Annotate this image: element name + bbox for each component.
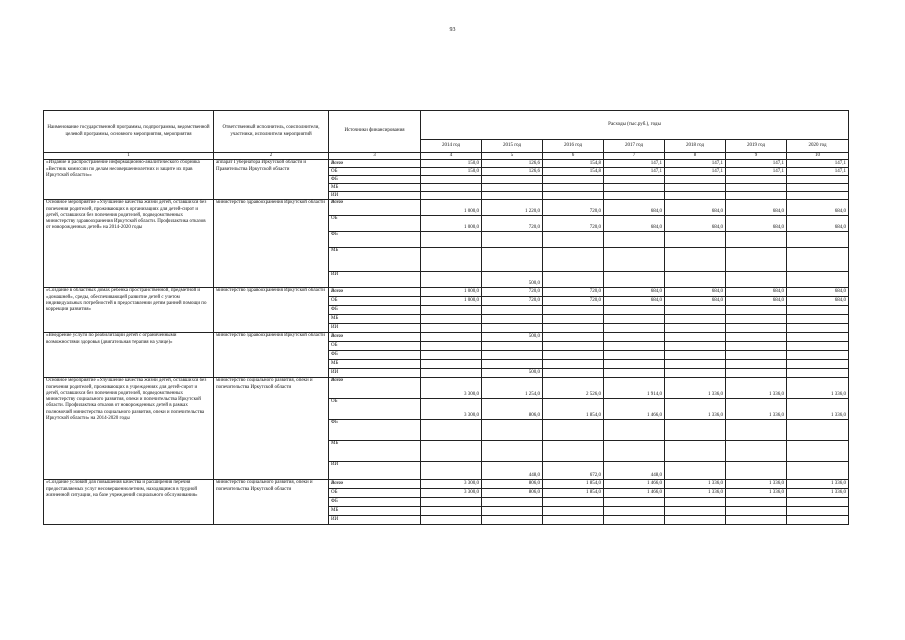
expense-value: 1 914,0 xyxy=(604,378,665,399)
expense-value: 1 336,0 xyxy=(787,489,849,498)
program-name: Основное мероприятие «Улучшение качества жизни детей, оставшихся без попечения родителей, проживающих в учреждениях для детей-сирот и детей, оставшихся без попечения родителей, подведомственных министерству социального развития, опеки и попечительства Иркутской области. Профилактика отказов от новорожденных детей в рамках полномочий министерства социального развития, опеки и попечительства Иркутской области» на 2014-2020 годы xyxy=(44,378,214,480)
column-number: 3 xyxy=(329,153,421,160)
expense-value: 684,0 xyxy=(665,297,726,306)
expense-value: 500,0 xyxy=(482,272,543,288)
expense-value: 1 220,0 xyxy=(482,200,543,216)
funding-source: Всего xyxy=(329,333,421,342)
program-block xyxy=(44,480,849,525)
funding-source: Всего xyxy=(329,200,421,216)
funding-source: ФБ xyxy=(329,498,421,507)
table-row xyxy=(44,333,849,342)
expense-value: 806,0 xyxy=(482,489,543,498)
expense-value: 1 336,0 xyxy=(665,480,726,489)
expense-value: 1 000,0 xyxy=(421,216,482,232)
expense-value: 1 336,0 xyxy=(787,399,849,420)
expense-value: 720,0 xyxy=(543,216,604,232)
expense-value: 1 000,0 xyxy=(421,200,482,216)
expense-value: 1 336,0 xyxy=(726,489,787,498)
expense-value: 500,0 xyxy=(482,333,543,342)
expense-value: 1 336,0 xyxy=(787,378,849,399)
table-row xyxy=(44,378,849,399)
funding-source: ИИ xyxy=(329,369,421,378)
expense-value: 150,0 xyxy=(421,160,482,168)
responsible-executor: министерство социального развития, опеки и попечительства Иркутской области xyxy=(214,378,329,480)
expense-value: 147,1 xyxy=(726,168,787,176)
program-name: «Создание условий для повышения качества и расширения перечня предоставляемых услуг несовершеннолетним, находящимся в трудной жизненной ситуации, на базе учреждений социального обслуживания» xyxy=(44,480,214,525)
column-number: 9 xyxy=(726,153,787,160)
expense-value: 1 854,0 xyxy=(543,399,604,420)
table-header xyxy=(44,111,849,160)
expense-value: 126,6 xyxy=(482,168,543,176)
funding-source: Всего xyxy=(329,378,421,399)
expense-value: 720,0 xyxy=(482,288,543,297)
funding-source: ОБ xyxy=(329,297,421,306)
header-expenses: Расходы (тыс.руб.), годы xyxy=(421,111,849,140)
expense-value: 684,0 xyxy=(604,216,665,232)
expense-value: 684,0 xyxy=(787,288,849,297)
expense-value: 1 466,0 xyxy=(604,489,665,498)
expense-value: 147,1 xyxy=(787,160,849,168)
expense-value: 684,0 xyxy=(726,200,787,216)
funding-source: МБ xyxy=(329,507,421,516)
funding-source: ИИ xyxy=(329,462,421,480)
expense-value: 1 336,0 xyxy=(787,480,849,489)
expense-value: 1 336,0 xyxy=(726,399,787,420)
page-number: 93 xyxy=(449,27,456,33)
expense-value: 1 466,0 xyxy=(604,399,665,420)
expense-value: 154,8 xyxy=(543,160,604,168)
program-block xyxy=(44,288,849,333)
expense-value: 1 854,0 xyxy=(543,489,604,498)
table-row xyxy=(44,288,849,297)
expense-value: 684,0 xyxy=(726,288,787,297)
header-responsible: Ответственный исполнитель, соисполнители, участники, исполнители мероприятий xyxy=(214,111,329,153)
expense-value: 684,0 xyxy=(604,297,665,306)
expense-value: 3 300,0 xyxy=(421,399,482,420)
expense-value: 684,0 xyxy=(665,288,726,297)
funding-source: МБ xyxy=(329,441,421,462)
expense-value: 1 854,0 xyxy=(543,480,604,489)
funding-source: ФБ xyxy=(329,420,421,441)
expense-value: 720,0 xyxy=(543,200,604,216)
expense-value: 147,1 xyxy=(604,168,665,176)
funding-source: ФБ xyxy=(329,176,421,184)
column-number: 7 xyxy=(604,153,665,160)
expense-value: 126,6 xyxy=(482,160,543,168)
responsible-executor: министерство социального развития, опеки и попечительства Иркутской области xyxy=(214,480,329,525)
expense-value: 672,0 xyxy=(543,462,604,480)
expense-value: 448,0 xyxy=(604,462,665,480)
funding-source: ИИ xyxy=(329,516,421,525)
expense-value: 150,0 xyxy=(421,168,482,176)
expense-value: 1 336,0 xyxy=(665,378,726,399)
expense-value: 1 000,0 xyxy=(421,297,482,306)
funding-source: ФБ xyxy=(329,232,421,248)
funding-source: Всего xyxy=(329,160,421,168)
expense-value: 684,0 xyxy=(665,216,726,232)
program-name: «Создание в областных домах ребенка пространственной, предметной и «домашней», среды, обеспечивающей развитие детей с учетом индивидуальных потребностей в предоставлении детям ранней помощи по коррекции развития» xyxy=(44,288,214,333)
column-number-row xyxy=(44,153,849,160)
expense-value: 684,0 xyxy=(726,216,787,232)
budget-table xyxy=(43,110,849,525)
expense-value: 154,8 xyxy=(543,168,604,176)
header-year: 2015 год xyxy=(482,140,543,153)
header-name: Наименование государственной программы, подпрограммы, ведомственной целевой программы, основного мероприятия, мероприятия xyxy=(44,111,214,153)
expense-value: 720,0 xyxy=(543,288,604,297)
program-name: Основное мероприятие «Улучшение качества жизни детей, оставшихся без попечения родителей, проживающих в организациях для детей-сирот и детей, оставшихся без попечения родителей, подведомственных министерству здравоохранения Иркутской области. Профилактика отказов от новорожденных детей» на 2014-2020 годы xyxy=(44,200,214,288)
expense-value: 684,0 xyxy=(787,216,849,232)
column-number: 1 xyxy=(44,153,214,160)
expense-value: 3 300,0 xyxy=(421,489,482,498)
column-number: 6 xyxy=(543,153,604,160)
funding-source: ОБ xyxy=(329,342,421,351)
program-block xyxy=(44,333,849,378)
expense-value: 684,0 xyxy=(604,288,665,297)
table-row xyxy=(44,160,849,168)
funding-source: ФБ xyxy=(329,351,421,360)
program-name: «Издание и распространение информационно-аналитического сборника «Вестник комиссии по делам несовершеннолетних и защите их прав Иркутской области»» xyxy=(44,160,214,200)
expense-value: 147,1 xyxy=(604,160,665,168)
header-year: 2016 год xyxy=(543,140,604,153)
funding-source: МБ xyxy=(329,184,421,192)
expense-value: 1 000,0 xyxy=(421,288,482,297)
column-number: 4 xyxy=(421,153,482,160)
header-year: 2019 год xyxy=(726,140,787,153)
funding-source: ОБ xyxy=(329,399,421,420)
expense-value: 1 466,0 xyxy=(604,480,665,489)
expense-value: 1 254,0 xyxy=(482,378,543,399)
column-number: 5 xyxy=(482,153,543,160)
expense-value: 684,0 xyxy=(787,200,849,216)
funding-source: ОБ xyxy=(329,168,421,176)
header-source: Источники финансирования xyxy=(329,111,421,153)
expense-value: 2 526,0 xyxy=(543,378,604,399)
funding-source: ОБ xyxy=(329,489,421,498)
responsible-executor: министерство здравоохранения Иркутской области xyxy=(214,288,329,333)
expense-value: 720,0 xyxy=(482,297,543,306)
expense-value: 500,0 xyxy=(482,369,543,378)
expense-value: 1 336,0 xyxy=(726,378,787,399)
responsible-executor: аппарат Губернатора Иркутской области и Правительства Иркутской области xyxy=(214,160,329,200)
expense-value: 1 336,0 xyxy=(665,399,726,420)
funding-source: ИИ xyxy=(329,272,421,288)
column-number: 10 xyxy=(787,153,849,160)
header-year: 2020 год xyxy=(787,140,849,153)
funding-source: МБ xyxy=(329,360,421,369)
expense-value: 3 300,0 xyxy=(421,378,482,399)
funding-source: МБ xyxy=(329,315,421,324)
expense-value: 720,0 xyxy=(543,297,604,306)
program-block xyxy=(44,378,849,480)
expense-value: 720,0 xyxy=(482,216,543,232)
header-year: 2017 год xyxy=(604,140,665,153)
expense-value: 684,0 xyxy=(787,297,849,306)
expense-value: 806,0 xyxy=(482,480,543,489)
table-row xyxy=(44,480,849,489)
expense-value: 448,0 xyxy=(482,462,543,480)
program-name: «Внедрение услуги по реабилитации детей с ограниченными возможностями здоровья (двигательная терапия на улице)» xyxy=(44,333,214,378)
expense-value: 147,1 xyxy=(726,160,787,168)
expense-value: 3 300,0 xyxy=(421,480,482,489)
expense-value: 1 336,0 xyxy=(726,480,787,489)
expense-value: 684,0 xyxy=(604,200,665,216)
responsible-executor: министерство здравоохранения Иркутской области xyxy=(214,333,329,378)
header-year: 2014 год xyxy=(421,140,482,153)
expense-value: 684,0 xyxy=(665,200,726,216)
funding-source: ИИ xyxy=(329,324,421,333)
expense-value: 147,1 xyxy=(787,168,849,176)
funding-source: ФБ xyxy=(329,306,421,315)
funding-source: Всего xyxy=(329,288,421,297)
column-number: 8 xyxy=(665,153,726,160)
program-block xyxy=(44,160,849,200)
table-row xyxy=(44,200,849,216)
column-number: 2 xyxy=(214,153,329,160)
expense-value: 806,0 xyxy=(482,399,543,420)
program-block xyxy=(44,200,849,288)
expense-value: 684,0 xyxy=(726,297,787,306)
funding-source: ОБ xyxy=(329,216,421,232)
expense-value: 147,1 xyxy=(665,160,726,168)
funding-source: МБ xyxy=(329,248,421,272)
header-year: 2018 год xyxy=(665,140,726,153)
responsible-executor: министерство здравоохранения Иркутской области xyxy=(214,200,329,288)
expense-value: 1 336,0 xyxy=(665,489,726,498)
funding-source: ИИ xyxy=(329,192,421,200)
funding-source: Всего xyxy=(329,480,421,489)
expense-value: 147,1 xyxy=(665,168,726,176)
